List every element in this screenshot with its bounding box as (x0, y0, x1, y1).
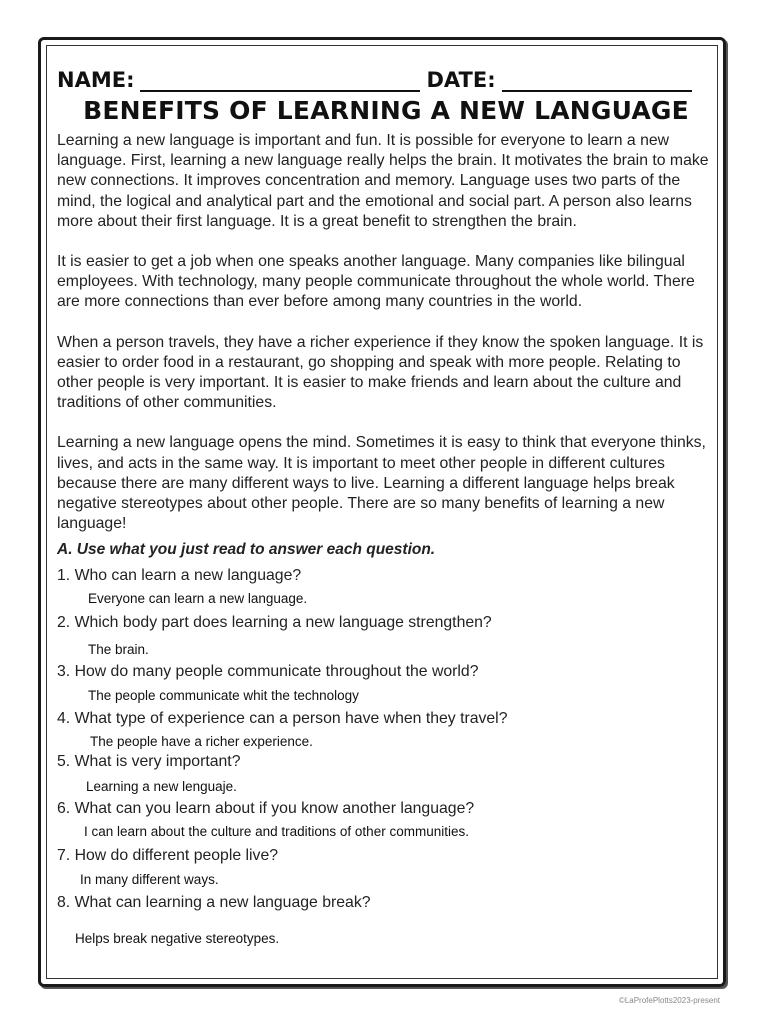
answer-8[interactable]: Helps break negative stereotypes. (75, 930, 285, 948)
question-6: 6. What can you learn about if you know another language? (57, 800, 475, 818)
question-4: 4. What type of experience can a person have when they travel? (57, 710, 508, 728)
page-title: BENEFITS OF LEARNING A NEW LANGUAGE (83, 96, 689, 125)
instruction: A. Use what you just read to answer each question. (57, 541, 436, 559)
name-label: NAME: (57, 68, 135, 92)
question-5: 5. What is very important? (57, 753, 241, 771)
answer-4[interactable]: The people have a richer experience. (90, 734, 313, 750)
paragraph-3: When a person travels, they have a richer experience if they know the spoken language. It is easier to order food in a restaurant, go shopping and speak with more people. Relating to other people is very important. It is easier to make friends and learn about the culture and traditions of other communities. (57, 333, 704, 412)
answer-1[interactable]: Everyone can learn a new language. (88, 591, 308, 607)
answer-5[interactable]: Learning a new lenguaje. (86, 779, 237, 795)
answer-2[interactable]: The brain. (88, 642, 149, 658)
header-row (57, 52, 715, 92)
copyright-footer: ©LaProfePlotts2023-present (618, 996, 720, 1005)
date-field[interactable] (502, 70, 692, 92)
paragraph-2: It is easier to get a job when one speaks another language. Many companies like bilingual employees. With technology, many people communicate throughout the whole world. There are more connections than ever before among many countries in the world. (57, 253, 695, 311)
question-8: 8. What can learning a new language break? (57, 894, 371, 912)
name-field[interactable] (140, 70, 420, 92)
question-1: 1. Who can learn a new language? (57, 567, 302, 585)
question-2: 2. Which body part does learning a new language strengthen? (57, 614, 492, 632)
answer-7[interactable]: In many different ways. (80, 872, 219, 888)
paragraph-1: Learning a new language is important and fun. It is possible for everyone to learn a new language. First, learning a new language really helps the brain. It motivates the brain to make new connections. It improves concentration and memory. Language uses two parts of the mind, the logical and analytical part and the emotional and social part. A person also learns more about their first language. It is a great benefit to strengthen the brain. (57, 132, 709, 230)
question-7: 7. How do different people live? (57, 847, 279, 865)
worksheet (57, 52, 715, 948)
answer-6[interactable]: I can learn about the culture and traditions of other communities. (84, 824, 469, 840)
date-label: DATE: (426, 68, 496, 92)
answer-3[interactable]: The people communicate whit the technology (88, 688, 359, 704)
question-3: 3. How do many people communicate throughout the world? (57, 663, 479, 681)
paragraph-4: Learning a new language opens the mind. Sometimes it is easy to think that everyone thinks, lives, and acts in the same way. It is important to meet other people in different cultures because there are many different ways to live. Learning a different language helps break negative stereotypes about other people. There are so many benefits of learning a new language! (57, 434, 706, 533)
